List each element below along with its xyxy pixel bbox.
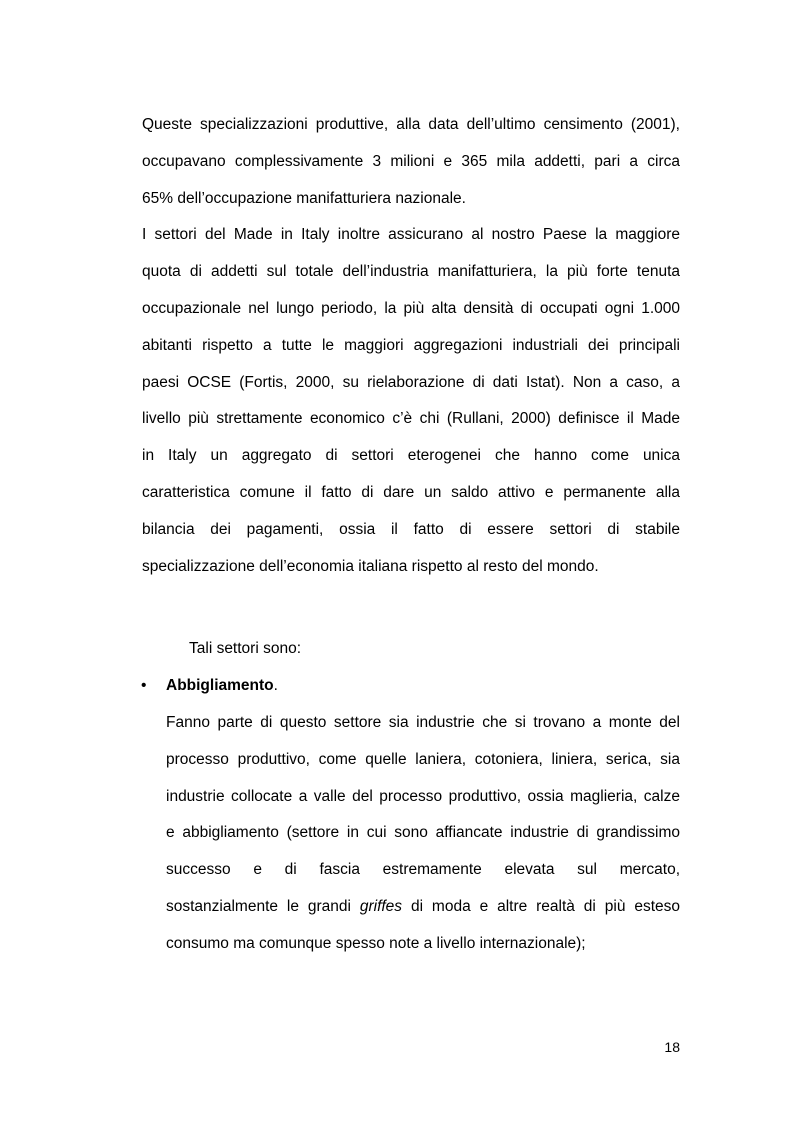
- paragraph: [142, 107, 680, 585]
- text-line: industrie collocate a valle del processo produttivo, ossia maglieria, calze: [166, 787, 680, 805]
- text-line: I settori del Made in Italy inoltre assicurano al nostro Paese la maggiore: [142, 226, 680, 244]
- text-line: occupavano complessivamente 3 milioni e 365 mila addetti, pari a circa: [142, 152, 680, 170]
- bullet-marker: •: [141, 677, 147, 695]
- text-line: quota di addetti sul totale dell’industria manifatturiera, la più forte tenuta: [142, 263, 680, 281]
- text-line: occupazionale nel lungo periodo, la più alta densità di occupati ogni 1.000: [142, 299, 680, 317]
- text-line: caratteristica comune il fatto di dare un saldo attivo e permanente alla: [142, 483, 680, 501]
- bullet-item: [142, 668, 680, 705]
- text-fragment: di moda e altre realtà di più esteso: [402, 897, 681, 915]
- bullet-title: Abbigliamento: [166, 677, 274, 695]
- bullet-description: [142, 705, 680, 963]
- text-line: e abbigliamento (settore in cui sono affiancate industrie di grandissimo: [166, 824, 680, 842]
- bullet-title-suffix: .: [273, 677, 278, 695]
- text-line: 65% dell’occupazione manifatturiera nazionale.: [142, 189, 466, 207]
- italic-term: griffes: [359, 897, 403, 915]
- text-line: processo produttivo, come quelle laniera, cotoniera, liniera, serica, sia: [166, 750, 680, 768]
- page-number: 18: [664, 1039, 680, 1055]
- text-line: specializzazione dell’economia italiana rispetto al resto del mondo.: [142, 557, 599, 575]
- text-line: bilancia dei pagamenti, ossia il fatto di essere settori di stabile: [142, 520, 680, 538]
- text-line: paesi OCSE (Fortis, 2000, su rielaborazione di dati Istat). Non a caso, a: [142, 373, 680, 391]
- text-line: Queste specializzazioni produttive, alla data dell’ultimo censimento (2001),: [142, 116, 680, 133]
- text-line: consumo ma comunque spesso note a livello internazionale);: [166, 934, 586, 952]
- document-page: [142, 107, 680, 963]
- text-line: abitanti rispetto a tutte le maggiori aggregazioni industriali dei principali: [142, 336, 680, 354]
- intro-line: Tali settori sono:: [189, 640, 301, 658]
- text-line: Fanno parte di questo settore sia industrie che si trovano a monte del: [166, 713, 680, 731]
- text-line: [166, 889, 680, 926]
- text-line: successo e di fascia estremamente elevata sul mercato,: [166, 861, 680, 879]
- text-fragment: sostanzialmente le grandi: [166, 897, 360, 915]
- text-line: in Italy un aggregato di settori eterogenei che hanno come unica: [142, 447, 680, 465]
- text-line: livello più strettamente economico c’è chi (Rullani, 2000) definisce il Made: [142, 410, 680, 428]
